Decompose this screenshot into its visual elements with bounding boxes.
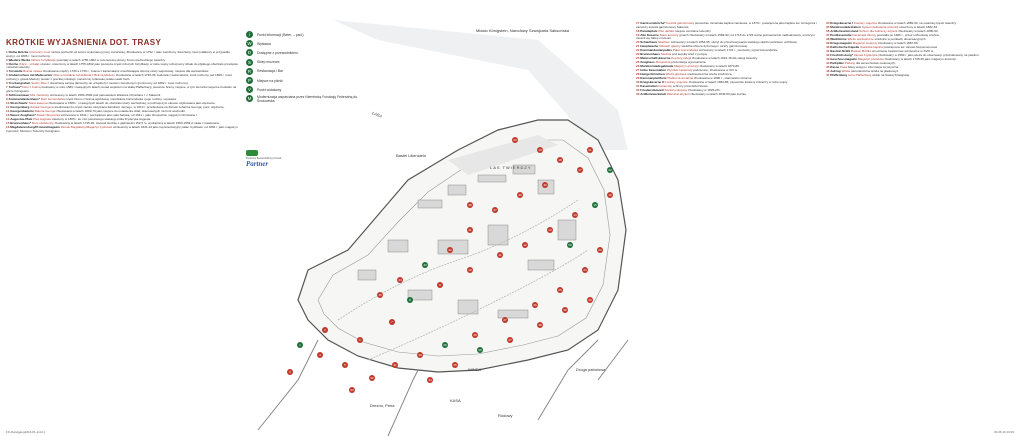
map-marker[interactable]: 47 [493,208,497,212]
entry-subtitle: Czerwony most [29,50,51,54]
map-marker[interactable]: 37 [508,338,512,342]
map-label-rodowy: Rodowy [498,413,513,418]
entry-text: zbudowany w latach 1735-36 jako magazyn amunicji. [884,57,957,61]
entry-subtitle: Magazyn pocisków [857,57,884,61]
entry-number: 7 [6,85,8,90]
legend-symbol-icon: D [247,50,252,56]
entry-name: Georgenburg [10,104,30,109]
map-marker[interactable]: 33 [350,388,354,392]
entry-name: Fléche [8,61,19,66]
entry-number: 14 [6,116,10,121]
map-marker[interactable]: 50 [568,243,572,247]
map-marker[interactable]: 19 [538,148,542,152]
map-marker[interactable]: 22 [608,168,612,172]
legend-label: Sklep muzeum [257,60,280,65]
entry-name: Augustus-Platz [10,116,33,121]
map-marker[interactable]: 40 [588,298,592,302]
entry-number: 43 [826,57,830,61]
entry-number: 34 [826,22,830,25]
entry-number: 46 [826,69,830,73]
entry-text: zbudowana w 1890 r., stanowisko obronne. [693,76,753,81]
entry-name: Wachtürme [830,37,847,41]
entry-name: Artillerieunterstand [830,29,859,33]
map-marker[interactable]: 32 [370,376,374,380]
entry-name: Schlossmauer [8,92,30,97]
entry-subtitle: Studnia [660,52,672,57]
map-marker[interactable]: 3 [287,369,293,375]
entry-number: 15 [6,120,10,125]
entry-text: szaniec, utworzony w latach 1755-1862 jako pierwsza część niższych fortyfikacji, w razie wojny uchwycony działo do płytkiego obstrzału przedpola i ścieżek twierdzy. [6,61,238,70]
map-marker[interactable]: 30 [418,353,422,357]
partner-org: Deutsche Bundesstiftung Umwelt [246,157,282,160]
map-label-forest: LAS TWIERDZY [490,165,532,170]
entry-text: podziemne, zbudowane w XIX w. [693,68,738,73]
entry-text: pierwotnie romańska kaplica zamkowa, w 1676 r. poświęcona jako kaplica św. Grzegorza i pierwszy kościół garnizonowy Saksonii. [636,22,817,29]
entry-subtitle: Wieże wartownicze [847,37,874,41]
entry-subtitle: Magazyn wojenny [852,41,878,45]
entry-text: panoramiczna winda na płaskowyż. [850,69,899,73]
entry-name: Kasematten [640,84,658,89]
entry-subtitle: Winda [841,69,851,73]
entry-subtitle: Bastion Brühla [851,49,871,53]
entry-name: Torswelle [8,69,23,74]
entry-subtitle: Koszary załogi [671,56,692,61]
map-marker[interactable]: 20 [513,138,517,142]
entry-name: Artilleriewerkstatt [640,92,666,97]
entry-name: Brunnenhaus [640,52,660,57]
left-entries-list [6,51,238,133]
entry-number: 24 [636,56,640,61]
entry-number: 30 [636,80,640,85]
entry-number: 18 [636,28,640,33]
map-label-town: Miasto Königstein, Narodowy Szwajcaria Saksońska [476,28,569,33]
map-marker[interactable]: 23 [598,248,602,252]
entry-text: zbudowany w latach 1879-80. [699,64,740,69]
entry-name: Parkplatz [830,61,844,65]
map-marker[interactable]: 17 [578,168,582,172]
map-marker[interactable]: 29 [443,343,447,347]
legend-label: Dostępne z przewodnikiem [257,50,298,55]
entry-subtitle: Parking [844,61,856,65]
map-marker[interactable]: 10 [468,268,472,272]
entry-subtitle: Skarbiec [658,40,670,45]
entry-name: Hauptwache [640,44,659,49]
entry-number: 13 [6,112,10,117]
entry-number: 5 [6,73,8,78]
map-marker[interactable]: 38 [538,323,542,327]
entry-subtitle: Zamek Georga [30,104,51,109]
entry-number: 16 [6,124,10,129]
entry-name: Kommandantenpalais [640,48,672,53]
entry-name: Hungertürmchen [640,72,665,77]
entry-subtitle: Koszary wojenne [853,22,878,25]
map-marker[interactable]: 13 [548,228,552,232]
entry-subtitle: Góra Pfaffenberg [848,73,872,77]
map-marker[interactable]: 12 [523,243,527,247]
map-marker[interactable]: 34 [428,378,432,382]
entry-text: zbudowany w latach 1849-50 jako kuźnia. [690,92,747,97]
entry-name: Friedenslazarett [640,88,664,93]
entry-number: 41 [826,49,830,53]
map-marker[interactable]: 24 [583,268,587,272]
entry-text: umocnienie bastionowe wzniesione w XVIII w. [871,49,934,53]
entry-name: Hohe Kasematten [640,68,666,73]
legend-symbol-icon: M [247,96,252,102]
right-column-2 [826,22,1018,430]
entry-number: 19 [636,32,640,37]
entry-subtitle: (franc.: strzała) [19,61,40,66]
map-marker[interactable]: 11 [498,253,502,257]
entry-subtitle: Mur zamkowy [30,92,50,97]
map-marker[interactable]: 43 [423,263,427,267]
map-marker[interactable]: 44 [398,278,402,282]
legend-label: Punkt widokowy [257,87,282,92]
map-label-drezno: Drezno, Pirna [370,403,395,408]
entry-number: 6 [6,81,8,86]
map-marker[interactable]: 41 [468,228,472,232]
entry-subtitle: Kasa [840,65,848,69]
entry-number: 39 [826,41,830,45]
entry-number: 17 [636,22,640,25]
legend-symbol-icon: S [247,59,251,65]
entry-name: Kanonenplattform [640,76,667,81]
legend-entry [826,74,1018,78]
entry-name: Kommandantenhaus* [8,96,40,101]
map-marker[interactable]: 42 [448,248,452,252]
entry-text: nazwa pochodzi od koloru wykonanej pracy murarskiej. Zbudowany w 1792 r. jako zwodzony drewniany most (stałkowy w przypadku wojny), od 1886 r. most ruchomy. [6,50,230,58]
map-marker[interactable]: 1 [297,342,303,348]
entry-name: Trockengraben [8,81,31,86]
legend-entry [6,126,238,133]
map-marker[interactable]: 21 [588,148,592,152]
entry-text: zbudowana w 1589 r. i następnych latach do obstrzału strefy wschodniej; w późniejszym okresie użytkowana jako więzienie. [48,100,216,105]
entry-name: Kriegskaserne II [640,80,664,85]
map-marker[interactable]: 8 [407,297,413,303]
entry-text: zbudowany w latach 1887-88. [878,41,919,45]
legend-symbol-icon: P [247,78,251,84]
entry-number: 4 [6,69,8,74]
map-label-bastion: Bastei Lilienstein [396,153,427,158]
legend-label: Restauracja i Bar [257,69,284,74]
entry-name: Pfaffenberg [830,73,848,77]
entry-number: 36 [826,29,830,33]
entry-subtitle: Wieża głodowa [665,72,687,77]
entry-number: 45 [826,65,830,69]
map-marker[interactable]: 26 [533,303,537,307]
entry-text: w średniowieczu część zamku nazywana Zamkiem Jerzego, w 1619 r. przebudowa na Zamek Johanna Georga; pocz. więzienie. [51,104,225,109]
entry-number: 37 [826,33,830,37]
entry-text: miejsce centralne twierdzy. [674,28,712,33]
entry-subtitle: Wysokie kazamaty [666,68,693,73]
entry-text: bilety wstępu i informacja turystyczna. [847,65,900,69]
entry-subtitle: Platforma armatnia [667,76,694,81]
entry-subtitle: Rów w kształcie rozwidlenia z Bramą Meduzy [53,73,115,78]
entry-name: Georgenbatterie [10,108,34,113]
entry-subtitle: Zamek Fryderyka [853,53,878,57]
entry-name: Rothe Brücke [8,50,29,54]
entry-text: średniowieczna wieża strażnicza. [687,72,733,77]
map-marker[interactable]: 9 [437,282,443,288]
entry-name: Magdalenenburg/Proviantmagazin [10,124,60,129]
entry-number: 27 [636,68,640,73]
entry-text: gmach zbudowany w latach 1589-90; od 1715 do 1726 wolne jednostronnie nadbudowany, w którym mieścił się Sklep muzeum. [636,32,815,41]
right-column [636,22,822,430]
entry-number: 11 [6,104,10,109]
entry-subtitle: System ładowania amunicji [861,25,899,29]
entry-name: Paradeplatz [640,28,658,33]
map-marker[interactable]: 5 [342,362,348,368]
entry-name: Geschossmagazin [830,57,858,61]
entry-text: wzniesiona w 1631 r. początkowo jako sala balowa, od 1631 r. jako zbrojownia, magazyn Christiana I. [60,112,198,117]
entry-number: 33 [636,92,640,97]
entry-subtitle: Dom komendanta [40,96,65,101]
entry-text: założony w 1805 r. ku czci pierwszego saskiego króla Fryderyka Augusta. [51,116,152,121]
left-column [6,38,238,428]
entry-name: Torhaus* [8,85,22,90]
entry-subtitle: Warsztat artylerii [666,92,690,97]
entry-name: Mannschaftskaserne [640,56,671,61]
map-marker[interactable]: 25 [558,288,562,292]
entry-text: siedziba oficera dyżurnego i straży garnizonowej. [681,44,748,49]
map-marker[interactable]: 4 [317,352,323,358]
entry-subtitle: Bateria Georga [34,108,56,113]
map-marker[interactable]: 16 [608,193,612,197]
entry-subtitle: Brama miasta [23,69,43,74]
legend-symbol-icon: i [246,31,253,38]
entry-name: Kriegsmagazin [830,41,852,45]
entry-text: pod kopułą wraz z pompą. [671,52,708,57]
entry-name: Wiedere Werke [8,57,31,62]
entry-number: 23 [636,52,640,57]
map-marker[interactable]: 7 [389,319,395,325]
entry-text: zbudowany w latach 1735-36; stanowi studnię o głębokości 152,5 m, wydrążoną w latach 1563-1569 w skale z piaskowca. [54,120,220,125]
entry-number: 40 [826,45,830,49]
entry-text: widok na Saską Szwajcarię. [872,73,910,77]
entry-name: Munitionsladegebäude [640,64,674,69]
entry-subtitle: Odwach główny [659,44,681,49]
entry-text: wzniesiony w latach 1583-1589 pod panowaniem Elektora Christiana I. z Saksonii. [49,92,162,97]
entry-text: część Domu z bramą wjazdową, mieszkanie komendanta i jego rodziny i wystawa. [65,96,177,101]
entry-name: Streichwehr [10,100,28,105]
entry-text: utworzony w latach 1882-84. [899,25,938,29]
map-marker[interactable]: 6 [357,337,363,343]
legend-label: Wystawa [257,41,271,46]
entry-text: zbudowana w latach 1669-79 jako miejsce do ustawienia dział, skierowanych na front wschodni. [56,108,186,113]
entry-text: zbudowany w 1589 r. jako wieża do obserwacji, przebudowany na pawilon. [878,53,980,57]
entry-number: 25 [636,60,640,65]
map-marker[interactable]: 27 [503,318,507,322]
map-marker[interactable]: 35 [453,363,457,367]
footer-right: 30.06.16 13:09 [993,430,1014,434]
entry-subtitle: Magazyn amunicji [674,64,699,69]
entry-number: 35 [826,25,830,29]
entry-subtitle: Szpital pokojowy [664,88,688,93]
map-label-kasa: KASA [450,398,461,403]
entry-subtitle: Plac defilad [658,28,674,33]
entry-number: 29 [636,76,640,81]
map-marker[interactable]: 39 [563,308,567,312]
entry-number: 3 [6,61,8,66]
entry-number: 44 [826,61,830,65]
map-label-winda: WINDA [468,367,482,372]
entry-subtitle: Katolicka kaplica [860,45,883,49]
legend-symbol-icon: W [247,41,252,47]
entry-text: schrony przeciwbombowe. [672,84,709,89]
entry-number: 32 [636,88,640,93]
left-title: KRÓTKIE WYJAŚNIENIA DOT. TRASY [6,38,162,47]
entry-number: 2 [6,57,8,62]
entry-text: budowany w roku 1589 i następnych latach ponad wejściem na skałą Pfaffenberg; pierwsze bramy miejsce, w tym kierunku wojenne budowle na górze Königstein. [6,85,237,93]
legend-entry [636,93,822,97]
entry-subtitle: Koszary wojenne [664,80,688,85]
entry-text: z drewnianą sampą (łańcuchy do urządzeń) i mostem zwodzonym (porzucony od 1892 r. most ruchomy). [47,81,189,86]
entry-text: wzniesiony w latach 1621-22 jako reprezentacyjny pałac myśliwski, od 1894 r. jako magazyn żywności; Muzeum Twierdzy Königstein. [6,124,238,133]
entry-number: 38 [826,37,830,41]
entry-subtitle: Kazamaty [658,84,672,89]
entry-subtitle: Zbrojownia [655,60,671,65]
entry-number: 28 [636,72,640,77]
entry-name: Schatzhaus [640,40,658,45]
legend-label: Punkt informacji (Beter, – pad.) [257,32,304,37]
entry-subtitle: Schron dla żołnierzy artylerii [859,29,898,33]
entry-text: poświęcona św. Janowi Nepomucenowi. [883,45,939,49]
entry-name: Kasse [830,65,840,69]
entry-number: 26 [636,64,640,69]
legend-symbol-icon: R [247,68,252,74]
entry-number: 1 [6,50,8,54]
entry-text: wzniesiony w latach 1854-55; służył do przechowywania saskiego skarbu państwa i archiwów. [670,40,798,45]
entry-name: Pestkasematte [830,33,852,37]
legend-symbol-icon: V [247,87,251,93]
map-label-road: Droga patrolowa [576,367,606,372]
entry-subtitle: Plac Augusta [33,116,52,121]
entry-number: 22 [636,48,640,53]
entry-subtitle: Stare koszary [659,32,679,37]
entry-name: Brunnenhaus* [10,120,32,125]
entry-text: powstała po 1680 r., przez rozbudowę szańca. [876,33,940,37]
map-label-elbe: ŁABA [371,110,383,119]
map-marker[interactable]: 36 [478,348,482,352]
map-marker[interactable]: 18 [558,158,562,162]
entry-text: prezentacja wyposażenia. [671,60,707,65]
entry-number: 21 [636,44,640,49]
entry-number: 9 [6,96,8,101]
entry-name: Zeughaus [640,60,655,65]
entry-subtitle: Nowa zbrojownia [36,112,60,117]
partner-label: Partner [246,160,269,168]
entry-subtitle: Suchy Rów [31,81,47,86]
entry-name: Grabenschere mit Medusentor [8,73,53,78]
entry-subtitle: Kazamata dżumy [852,33,876,37]
map-marker[interactable]: 14 [573,213,577,217]
footer-left: FK-Rundgang2016-PL.indd 1 [6,430,46,434]
entry-name: Kriegskaserne I [830,22,853,25]
map-marker[interactable]: 45 [378,293,382,297]
entry-name: Bastion Brühl [830,49,851,53]
entry-text: zbudowana między 1729 a 1736 r., brama z kazamatami umożliwiająca obronę strefy wejściowej; miejsce dla wartowników. [42,69,210,74]
entry-number: 12 [6,108,10,113]
map-marker[interactable]: 49 [543,183,547,187]
entry-number: 31 [636,84,640,89]
entry-text: zbudowane w latach 1884-86, pierwotnie kwatery żołnierzy w razie wojny. [688,80,788,85]
map-marker[interactable]: 2 [322,327,328,333]
entry-text: dla samochodów osobowych. [855,61,896,65]
entry-text: wzniesiony w latach 1731 r., pierwotny ogród komendanta. [698,48,778,53]
entry-text: strażnice w punktach obserwacyjnych. [874,37,927,41]
entry-name: Friedrichsburg* [830,53,853,57]
map-marker[interactable]: 48 [468,203,472,207]
entry-name: Munitionsladestation [830,25,861,29]
entry-number: 20 [636,40,640,45]
entry-subtitle: Dom z bramą [22,85,41,90]
entry-text: zbudowany w 1825-28 r. [688,88,722,93]
entry-name: Garnisonskirche* [640,22,666,25]
entry-number: 42 [826,53,830,57]
entry-name: Aufzug [830,69,841,73]
entry-subtitle: Zamek Magdaleny/Magazyn żywności [60,124,113,129]
legend-label: Miejsce na piknik [257,78,283,83]
entry-text: zbudowany w latach 1890-92. [898,29,939,33]
map-marker[interactable]: 28 [473,333,477,337]
entry-subtitle: Pałac komendanta [672,48,699,53]
entry-subtitle: Dom studzienny [31,120,54,125]
entry-text: zbudowane w latach 1889-90, na ostatniej części twierdzy. [877,22,957,25]
entry-text: zbudowane w latach 1730-36, budowla z kazamatami; most ruchomy (od 1890 r. most ruchomy), głowa Meduzy postać z greckiej mitologii, ponad nią: królewski polsko-saski herb. [6,73,232,82]
entry-number: 8 [6,92,8,97]
legend-label: Modernizacja wsparciana przez Niemiecką Fundację Federalną ds. Środowiska [257,94,358,103]
entry-number: 47 [826,73,830,77]
map-marker[interactable]: 31 [393,363,397,367]
entry-subtitle: Stara kaserna [28,100,48,105]
entry-name: Alte Kaserne [640,32,659,37]
entry-subtitle: Nižsze fortyfikacje [31,57,56,62]
map-marker[interactable]: 15 [593,203,597,207]
entry-text: powstały w latach 1755-1802 w celu lepszej obrony frontu wschodniego twierdzy. [56,57,166,62]
map-marker[interactable]: 46 [518,193,522,197]
entry-name: Katholische Kapelle [830,45,860,49]
entry-name: Neues Zeughaus* [10,112,36,117]
entry-number: 10 [6,100,10,105]
entry-subtitle: Kościół garnizonowy [666,22,695,25]
entry-text: zbudowane w latach 1816-18 dla załogi twierdzy. [691,56,758,61]
